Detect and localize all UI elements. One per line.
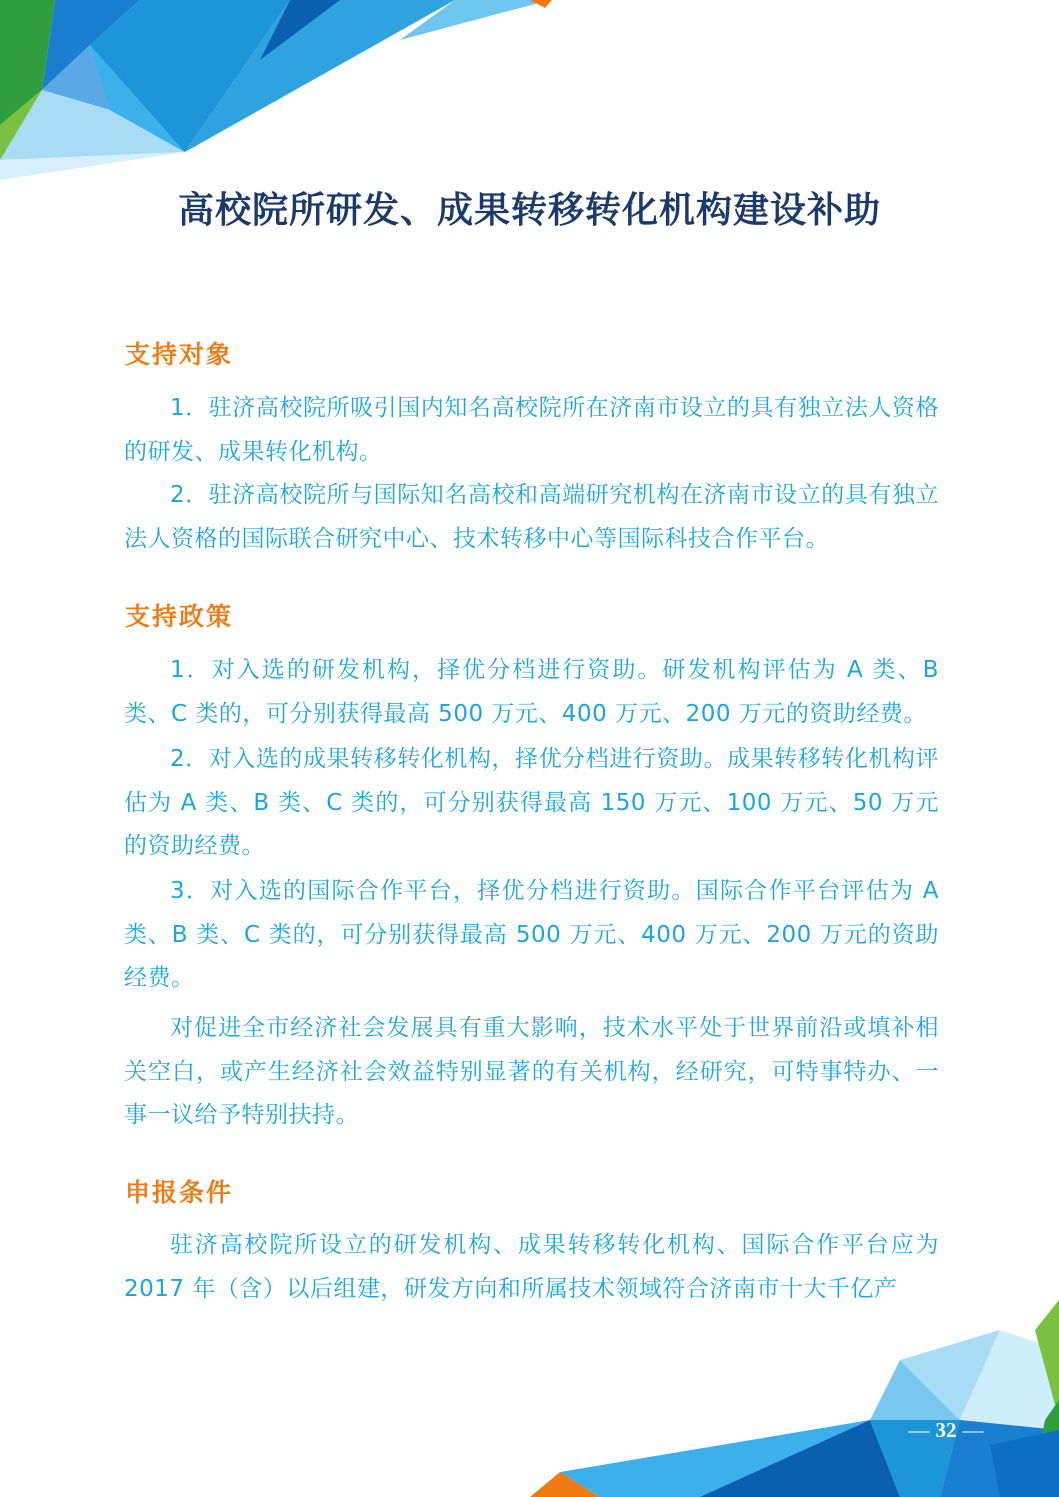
paragraph: 1．对入选的研发机构，择优分档进行资助。研发机构评估为 A 类、B 类、C 类的，可分别获得最高 500 万元、400 万元、200 万元的资助经费。: [124, 657, 939, 727]
page-number: — 32 —: [908, 1418, 984, 1442]
paragraph: 2．对入选的成果转移转化机构，择优分档进行资助。成果转移转化机构评估为 A 类、B 类、C 类的，可分别获得最高 150 万元、100 万元、50 万元的资助经费。: [124, 746, 939, 859]
section-heading-support-policy: 支持政策: [125, 602, 234, 631]
page-number-value: 32: [935, 1418, 957, 1442]
paragraph: 3．对入选的国际合作平台，择优分档进行资助。国际合作平台评估为 A 类、B 类、C 类的，可分别获得最高 500 万元、400 万元、200 万元的资助经费。: [124, 878, 939, 991]
paragraph: 2．驻济高校院所与国际知名高校和高端研究机构在济南市设立的具有独立法人资格的国际联合研究中心、技术转移中心等国际科技合作平台。: [124, 482, 939, 552]
section-heading-support-target: 支持对象: [125, 340, 234, 369]
paragraph: 驻济高校院所设立的研发机构、成果转移转化机构、国际合作平台应为 2017 年（含）以后组建，研发方向和所属技术领域符合济南市十大千亿产: [124, 1232, 939, 1302]
paragraph: 1．驻济高校院所吸引国内知名高校院所在济南市设立的具有独立法人资格的研发、成果转化机构。: [124, 395, 939, 465]
paragraph: 对促进全市经济社会发展具有重大影响，技术水平处于世界前沿或填补相关空白，或产生经济社会效益特别显著的有关机构，经研究，可特事特办、一事一议给予特别扶持。: [124, 1015, 939, 1128]
section-heading-application-conditions: 申报条件: [125, 1178, 234, 1207]
page-title: 高校院所研发、成果转移转化机构建设补助: [177, 190, 881, 231]
